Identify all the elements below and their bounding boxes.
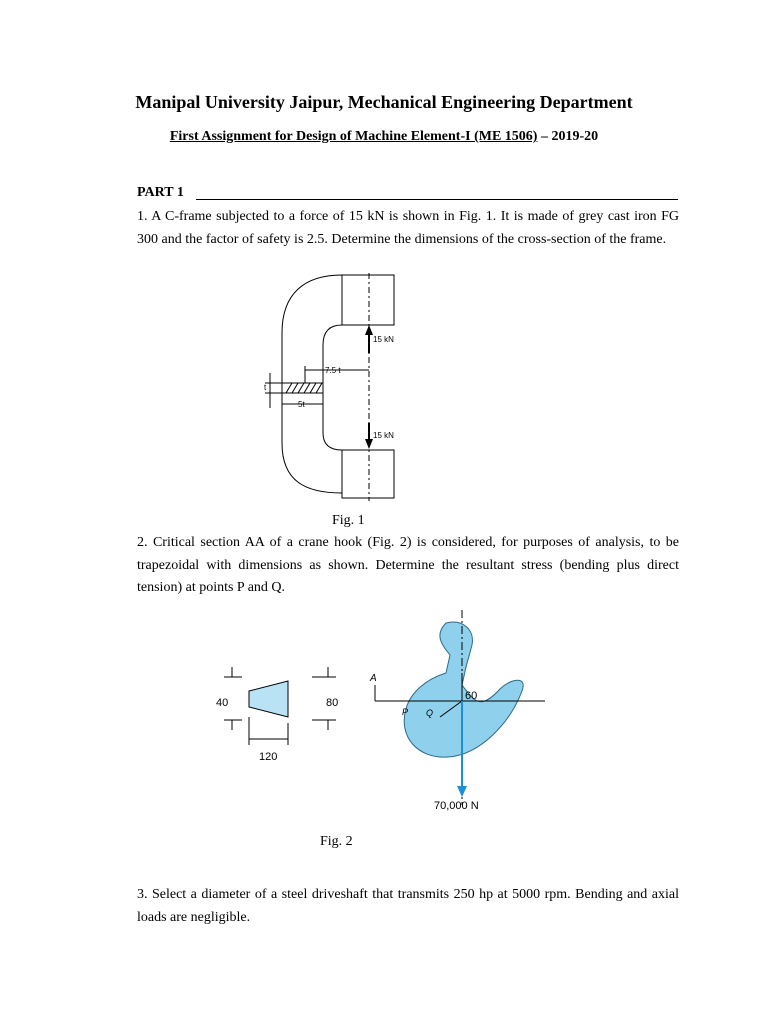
- part-heading: PART 1: [137, 185, 184, 200]
- dim-right: 80: [326, 697, 339, 709]
- page-subtitle: [0, 129, 768, 145]
- question-3: 3. Select a diameter of a steel driveshaft that transmits 250 hp at 5000 rpm. Bending and axial loads are negligible.: [137, 887, 679, 925]
- point-q-label: Q: [426, 708, 434, 718]
- c-frame-top-block: [342, 275, 394, 325]
- figure-1-caption: Fig. 1: [332, 513, 365, 528]
- page-title: Manipal University Jaipur, Mechanical Engineering Department: [135, 92, 633, 112]
- dim-label-offset: 7.5 t: [325, 366, 341, 375]
- force-label-bottom: 15 kN: [373, 431, 394, 440]
- point-p-label: P: [402, 707, 409, 717]
- trapezoid-section: [249, 681, 288, 717]
- question-1: 1. A C-frame subjected to a force of 15 kN is shown in Fig. 1. It is made of grey cast iron FG 300 and the factor of safety is 2.5. Determine the dimensions of the cross-section of the frame.: [137, 209, 679, 247]
- dim-label-width: 5t: [298, 400, 305, 409]
- radius-label: 60: [465, 690, 478, 702]
- figure-1-c-frame: [265, 273, 465, 503]
- load-label: 70,000 N: [434, 800, 479, 812]
- c-frame-bottom-block: [342, 450, 394, 498]
- force-label-top: 15 kN: [373, 335, 394, 344]
- hook-body: [404, 622, 523, 757]
- subtitle-course: First Assignment for Design of Machine Element-I (ME 1506): [169, 129, 538, 144]
- figure-2-crane-hook: [210, 605, 570, 815]
- dim-left: 40: [216, 697, 229, 709]
- figure-2-caption: Fig. 2: [320, 834, 353, 849]
- section-label-a: A: [370, 673, 377, 684]
- part-underline: [196, 199, 678, 200]
- c-frame-inner-edge: [323, 325, 342, 450]
- subtitle-year: – 2019-20: [537, 129, 599, 144]
- dim-bottom: 120: [259, 751, 278, 763]
- dim-label-thickness: t: [264, 383, 267, 392]
- question-2: 2. Critical section AA of a crane hook (Fig. 2) is considered, for purposes of analysis, to be trapezoidal with dimensions as shown. Determine the resultant stress (bending plus direct tension) at points P and Q.: [137, 535, 679, 595]
